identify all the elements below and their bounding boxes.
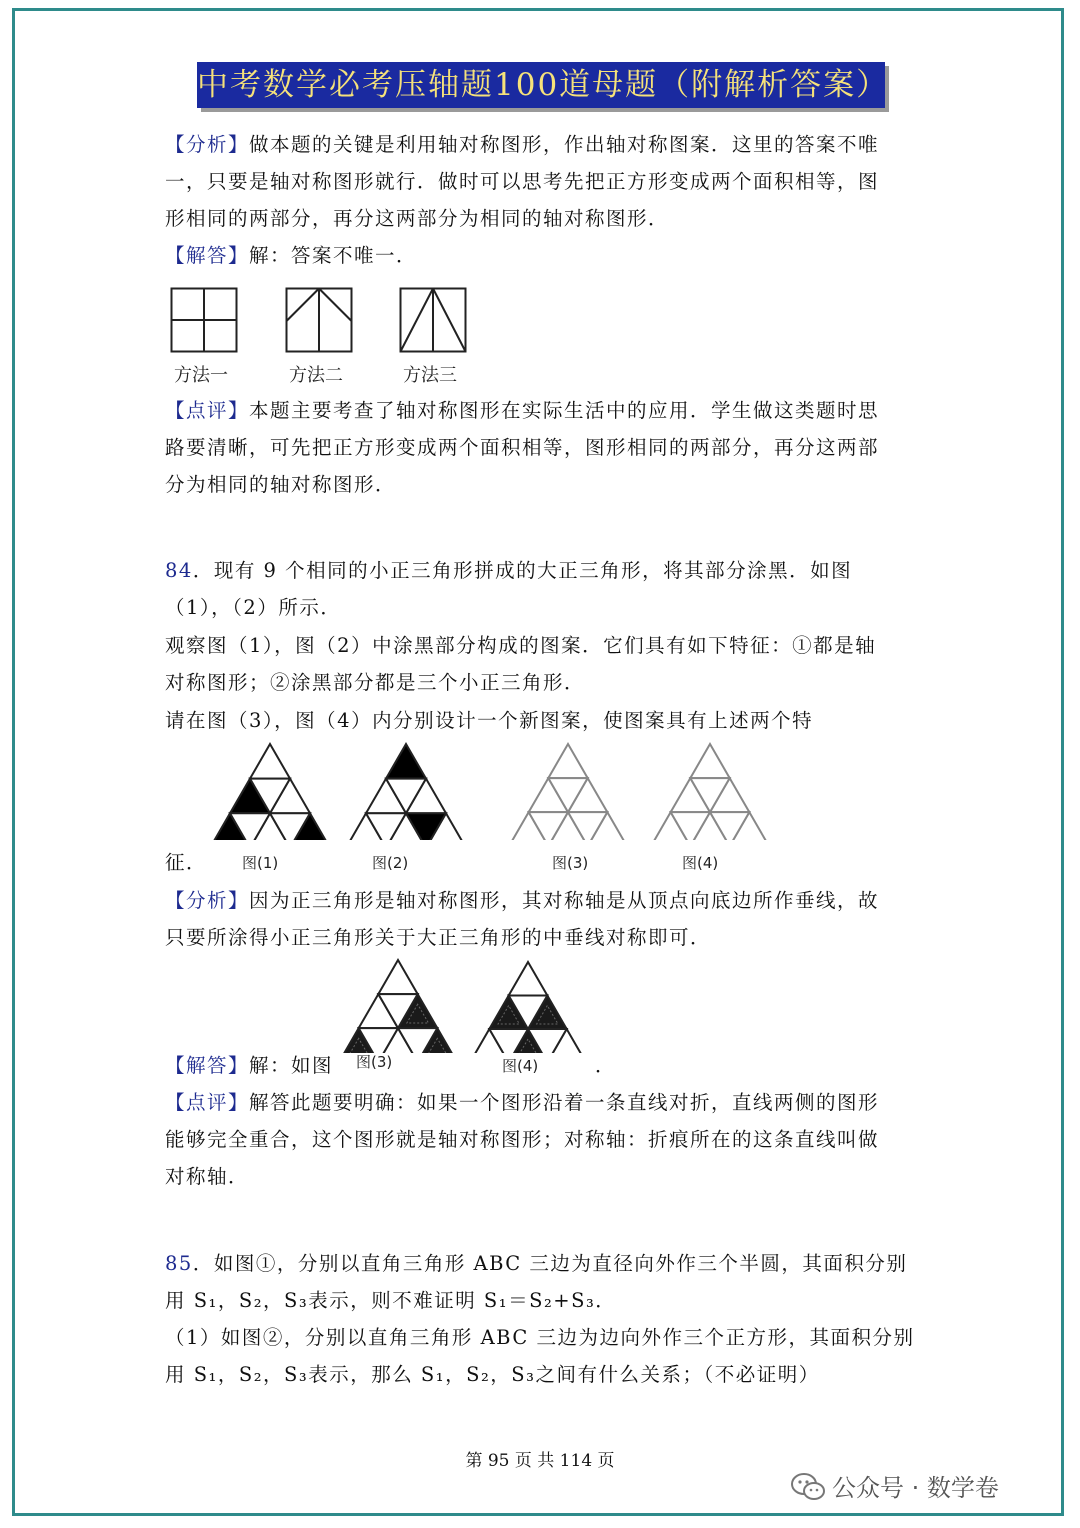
- figure-4-triangle: [651, 744, 769, 840]
- question-84-line: 请在图（3），图（4）内分别设计一个新图案，使图案具有上述两个特: [165, 709, 814, 732]
- answer-text: 解：答案不唯一．: [249, 244, 418, 267]
- comment-line: 本题主要考查了轴对称图形在实际生活中的应用．学生做这类题时思: [249, 399, 880, 422]
- analysis-paragraph: [165, 132, 925, 158]
- question-text: ．如图①，分别以直角三角形 ABC 三边为直径向外作三个半圆，其面积分别: [192, 1252, 908, 1275]
- question-text: ．现有 9 个相同的小正三角形拼成的大正三角形，将其部分涂黑．如图: [192, 559, 853, 582]
- comment-paragraph: [165, 398, 925, 424]
- question-84-line: 征．: [165, 851, 208, 874]
- figure-1-label: 图(1): [242, 854, 279, 872]
- method-one-label: 方法一: [174, 365, 228, 386]
- question-85-line: （1）如图②，分别以直角三角形 ABC 三边为边向外作三个正方形，其面积分别: [165, 1326, 915, 1349]
- page-title: 中考数学必考压轴题100道母题（附解析答案）: [197, 62, 885, 108]
- question-85-line: 用 S₁，S₂，S₃表示，则不难证明 S₁＝S₂+S₃．: [165, 1289, 617, 1312]
- answer-paragraph: [165, 1053, 925, 1079]
- question-84-line: 对称图形；②涂黑部分都是三个小正三角形．: [165, 671, 586, 694]
- question-85-line: 用 S₁，S₂，S₃表示，那么 S₁，S₂，S₃之间有什么关系；（不必证明）: [165, 1363, 820, 1386]
- method-two-label: 方法二: [289, 365, 343, 386]
- figure-2-label: 图(2): [372, 854, 409, 872]
- analysis-line: 只要所涂得小正三角形关于大正三角形的中垂线对称即可．: [165, 926, 712, 949]
- watermark: 公众号 · 数学卷: [832, 1474, 999, 1502]
- small-triangle: [548, 744, 587, 778]
- method-two-figure: [285, 287, 355, 355]
- answer-figure-3-label: 图(3): [356, 1053, 393, 1071]
- question-84-line: 观察图（1），图（2）中涂黑部分构成的图案．它们具有如下特征：①都是轴: [165, 634, 877, 657]
- analysis-tag: 【分析】: [165, 133, 250, 156]
- question-number: 84: [165, 559, 193, 582]
- answer-paragraph: [165, 243, 925, 269]
- method-three-figure: [399, 287, 469, 355]
- small-triangle: [509, 962, 548, 995]
- figure-2-triangle: [346, 744, 466, 840]
- comment-line: 分为相同的轴对称图形．: [165, 473, 397, 496]
- answer-figure-4-triangle: [470, 962, 586, 1053]
- question-84-line: [165, 558, 925, 584]
- question-85-line: [165, 1251, 925, 1277]
- analysis-tag: 【分析】: [165, 889, 250, 912]
- comment-paragraph: [165, 1090, 925, 1116]
- answer-figure-3-triangle: [339, 960, 457, 1053]
- small-triangle: [378, 960, 417, 994]
- analysis-line: 形相同的两部分，再分这两部分为相同的轴对称图形．: [165, 207, 670, 230]
- comment-line: 解答此题要明确：如果一个图形沿着一条直线对折，直线两侧的图形: [249, 1091, 880, 1114]
- question-84-line: （1），（2）所示．: [165, 596, 342, 619]
- answer-figure-4-label: 图(4): [502, 1057, 539, 1075]
- analysis-paragraph: [165, 888, 925, 914]
- analysis-line: 一，只要是轴对称图形就行．做时可以思考先把正方形变成两个面积相等，图: [165, 170, 880, 193]
- method-three-label: 方法三: [403, 365, 457, 386]
- figure-3-label: 图(3): [552, 854, 589, 872]
- answer-tag: 【解答】: [165, 1054, 250, 1077]
- comment-tag: 【点评】: [165, 399, 250, 422]
- triangle-figures-row: [0, 740, 1080, 840]
- comment-tag: 【点评】: [165, 1091, 250, 1114]
- answer-text: 解：如图: [249, 1054, 334, 1077]
- comment-line: 能够完全重合，这个图形就是轴对称图形；对称轴：折痕所在的这条直线叫做: [165, 1128, 880, 1151]
- method-one-figure: [170, 287, 240, 355]
- answer-tag: 【解答】: [165, 244, 250, 267]
- small-triangle: [690, 744, 729, 778]
- figure-1-triangle: [210, 744, 330, 840]
- comment-line: 对称轴．: [165, 1165, 250, 1188]
- answer-triangle-figures: [0, 958, 1080, 1053]
- question-number: 85: [165, 1252, 193, 1275]
- analysis-line: 做本题的关键是利用轴对称图形，作出轴对称图案．这里的答案不唯: [249, 133, 880, 156]
- small-triangle: [250, 744, 290, 779]
- figure-3-triangle: [509, 744, 627, 840]
- comment-line: 路要清晰，可先把正方形变成两个面积相等，图形相同的两部分，再分这两部: [165, 436, 880, 459]
- answer-period: ．: [595, 1054, 617, 1077]
- page-footer: 第 95 页 共 114 页: [465, 1451, 615, 1471]
- shaded-small-triangle: [386, 744, 426, 779]
- wechat-icon: [790, 1472, 826, 1502]
- analysis-line: 因为正三角形是轴对称图形，其对称轴是从顶点向底边所作垂线，故: [249, 889, 880, 912]
- figure-4-label: 图(4): [682, 854, 719, 872]
